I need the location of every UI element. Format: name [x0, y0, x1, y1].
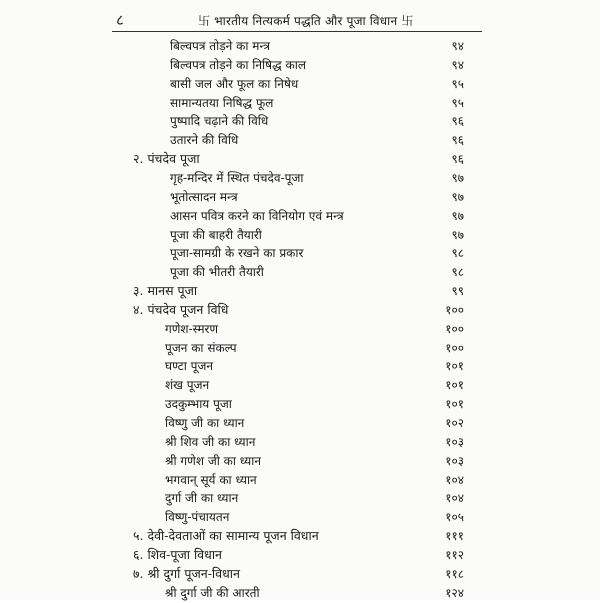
subsection-title: आसन पवित्र करने का विनियोग एवं मन्त्र	[170, 208, 344, 223]
toc-entry	[0, 207, 600, 226]
toc-entry	[0, 527, 600, 546]
page-ref: ९४	[451, 57, 464, 72]
subsection-title: भूतोत्सादन मन्त्र	[170, 189, 238, 204]
toc-entry	[0, 565, 600, 584]
section-title: ३. मानस पूजा	[133, 283, 198, 299]
subsection-title: पुष्पादि चढ़ाने की विधि	[170, 114, 269, 129]
toc-entry	[0, 452, 600, 471]
page-ref: ११८	[445, 566, 464, 581]
page-ref: १०५	[445, 510, 464, 525]
page-ref: १००	[445, 340, 464, 355]
toc-entry	[0, 489, 600, 508]
page-ref: ९७	[451, 170, 464, 185]
page-ref: ९७	[451, 189, 464, 204]
section-title: २. पंचदेव पूजा	[133, 151, 200, 167]
toc-entry	[0, 112, 600, 131]
toc-entry	[0, 395, 600, 414]
subsection-title: विष्णु जी का ध्यान	[165, 416, 245, 430]
page-ref: ९५	[451, 95, 464, 110]
subsection-title: बिल्वपत्र तोड़ने का मन्त्र	[170, 39, 270, 53]
subsection-title: विष्णु-पंचायतन	[165, 510, 230, 525]
section-title: ६. शिव-पूजा विधान	[133, 546, 222, 562]
page-ref: ९६	[451, 114, 464, 129]
subsection-title: उतारने की विधि	[170, 133, 239, 148]
subsection-title: पूजा की बाहरी तैयारी	[170, 227, 262, 242]
page-ref: ९९	[451, 284, 464, 299]
toc-entry	[0, 56, 600, 75]
page-ref: ९८	[451, 265, 464, 280]
page-ref: १०१	[445, 378, 464, 393]
subsection-title: पूजन का संकल्प	[165, 340, 237, 355]
subsection-title: श्री दुर्गा जी की आरती	[165, 585, 260, 600]
toc-entry	[0, 357, 600, 376]
page-ref: ९७	[451, 208, 464, 223]
subsection-title: गृह-मन्दिर में स्थित पंचदेव-पूजा	[170, 170, 304, 185]
subsection-title: श्री शिव जी का ध्यान	[165, 434, 256, 449]
subsection-title: उदकुम्भाय पूजा	[165, 397, 232, 412]
page-ref: १००	[445, 321, 464, 336]
page-ref: १०३	[445, 453, 464, 468]
toc-entry	[0, 320, 600, 339]
toc-entry	[0, 75, 600, 94]
toc-entry	[0, 131, 600, 150]
subsection-title: पूजा की भीतरी तैयारी	[170, 265, 264, 280]
toc-entry	[0, 150, 600, 169]
subsection-title: शंख पूजन	[165, 378, 210, 393]
toc-entry	[0, 301, 600, 320]
page-number: ८	[116, 11, 124, 29]
page-ref: १०२	[445, 416, 464, 430]
subsection-title: गणेश-स्मरण	[165, 321, 219, 336]
page-ref: १०४	[445, 472, 464, 487]
toc-entry	[0, 471, 600, 490]
subsection-title: सामान्यतया निषिद्ध फूल	[170, 95, 274, 110]
toc-entry	[0, 37, 600, 56]
section-title: ७. श्री दुर्गा पूजन-विधान	[133, 565, 240, 581]
toc-entry	[0, 508, 600, 527]
toc-entry	[0, 282, 600, 301]
section-title: ५. देवी-देवताओं का सामान्य पूजन विधान	[133, 528, 319, 544]
toc-entry	[0, 188, 600, 207]
subsection-title: बिल्वपत्र तोड़ने का निषिद्ध काल	[170, 57, 306, 72]
page-ref: १२४	[445, 585, 464, 600]
page-ref: १०१	[445, 359, 464, 374]
toc-entry	[0, 244, 600, 263]
toc-entry	[0, 433, 600, 452]
section-title: ४. पंचदेव पूजन विधि	[133, 301, 229, 317]
subsection-title: पूजा-सामग्री के रखने का प्रकार	[170, 246, 304, 261]
page-ref: १०४	[445, 491, 464, 506]
running-head: 卐 भारतीय नित्यकर्म पद्धति और पूजा विधान 卐	[198, 14, 414, 28]
page-ref: १११	[445, 529, 464, 544]
toc-entry	[0, 546, 600, 565]
page-ref: १०१	[445, 397, 464, 412]
page-ref: १००	[445, 302, 464, 317]
page-ref: ९६	[451, 152, 464, 167]
toc-entry	[0, 263, 600, 282]
toc-entry	[0, 414, 600, 433]
subsection-title: भगवान् सूर्य का ध्यान	[165, 472, 257, 487]
toc-entry	[0, 169, 600, 188]
page-ref: ९६	[451, 133, 464, 148]
page-ref: ९४	[451, 39, 464, 53]
page-ref: ११२	[445, 547, 464, 562]
page-ref: ९८	[451, 246, 464, 261]
subsection-title: श्री गणेश जी का ध्यान	[165, 453, 262, 468]
toc-entry	[0, 339, 600, 358]
toc-entry	[0, 376, 600, 395]
page-ref: ९५	[451, 76, 464, 91]
page-ref: ९७	[451, 227, 464, 242]
toc-entry	[0, 94, 600, 113]
page-ref: १०३	[445, 434, 464, 449]
subsection-title: दुर्गा जी का ध्यान	[165, 491, 239, 506]
subsection-title: बासी जल और फूल का निषेध	[170, 76, 299, 91]
toc-entry	[0, 226, 600, 245]
subsection-title: घण्टा पूजन	[165, 359, 214, 374]
